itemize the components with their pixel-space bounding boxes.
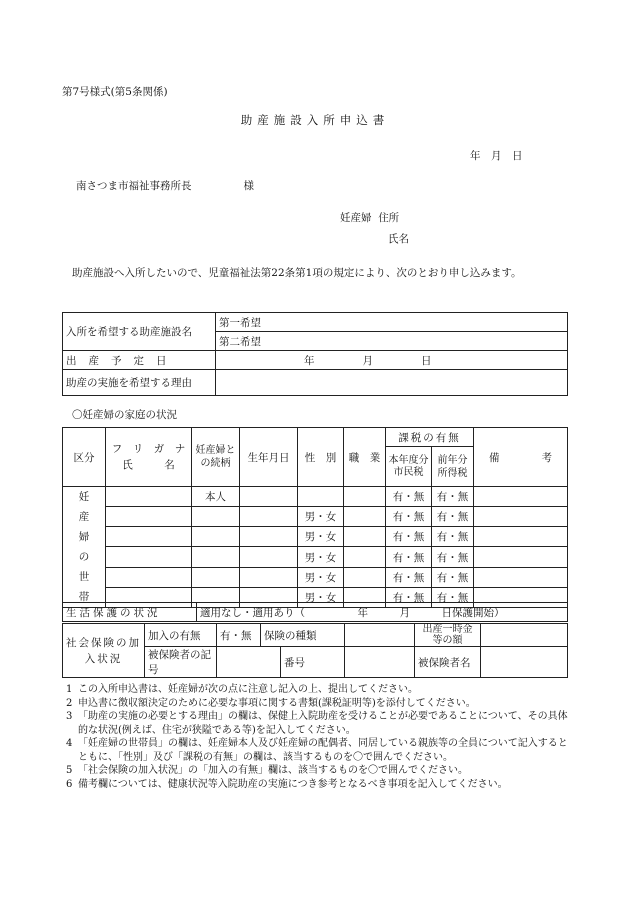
member-birth-field[interactable]	[240, 487, 298, 507]
member-tax-prev[interactable]: 有・無	[432, 567, 474, 587]
note-number: 4	[66, 738, 73, 749]
member-remarks-field[interactable]	[474, 507, 568, 527]
addressee	[76, 178, 254, 193]
facility-table	[62, 312, 568, 396]
col-birth: 生年月日	[240, 428, 298, 487]
note-text: 申込書に徴収額決定のために必要な事項に関する書類(課税証明等)を添付してください。	[78, 697, 476, 709]
member-sex[interactable]	[298, 487, 344, 507]
member-remarks-field[interactable]	[474, 567, 568, 587]
due-date-label: 出産予定日	[63, 351, 216, 370]
member-tax-current[interactable]: 有・無	[386, 567, 432, 587]
addressee-suffix: 様	[243, 180, 254, 192]
applicant-name[interactable]: 氏名	[388, 233, 409, 245]
member-sex[interactable]: 男・女	[298, 547, 344, 567]
member-tax-current[interactable]: 有・無	[386, 547, 432, 567]
note-text: 「助産の実施の必要とする理由」の欄は、保健上入院助産を受けることが必要であることについて、その具体的な状況(例えば、住宅が狭隘である等)を記入してください。	[78, 711, 568, 736]
member-remarks-field[interactable]	[474, 527, 568, 547]
member-tax-prev[interactable]: 有・無	[432, 527, 474, 547]
member-name-field[interactable]	[106, 527, 192, 547]
member-job-field[interactable]	[344, 567, 386, 587]
applicant-address[interactable]	[340, 210, 399, 225]
note-item	[62, 697, 572, 711]
notes	[62, 683, 572, 791]
insured-symbol-label: 被保険者の記号	[145, 647, 217, 678]
member-birth-field[interactable]	[240, 507, 298, 527]
lump-sum-field[interactable]	[481, 624, 568, 647]
insured-symbol-field[interactable]	[217, 647, 281, 678]
second-choice-field[interactable]: 第二希望	[216, 332, 568, 351]
insurance-type-field[interactable]	[345, 624, 415, 647]
first-choice-field[interactable]: 第一希望	[216, 313, 568, 332]
form-number: 第7号様式(第5条関係)	[62, 86, 168, 98]
family-section-title: 〇妊産婦の家庭の状況	[72, 409, 177, 421]
enrolled-label: 加入の有無	[145, 624, 217, 647]
due-day: 日	[421, 354, 432, 367]
member-sex[interactable]: 男・女	[298, 527, 344, 547]
member-tax-current[interactable]: 有・無	[386, 507, 432, 527]
due-month: 月	[362, 354, 373, 367]
member-tax-current[interactable]: 有・無	[386, 527, 432, 547]
due-year: 年	[304, 354, 315, 367]
member-name-field[interactable]	[106, 507, 192, 527]
note-number: 5	[66, 765, 73, 776]
page-title: 助産施設入所申込書	[240, 113, 390, 127]
member-sex[interactable]: 男・女	[298, 587, 344, 607]
member-relation-field[interactable]	[192, 527, 240, 547]
note-item	[62, 683, 572, 697]
member-remarks-field[interactable]	[474, 487, 568, 507]
enrolled-option[interactable]: 有・無	[217, 624, 261, 647]
note-number: 6	[66, 778, 73, 790]
col-remarks: 備 考	[474, 428, 568, 487]
note-item	[62, 764, 572, 778]
applicant-label: 妊産婦	[340, 212, 372, 224]
reason-field[interactable]	[216, 370, 568, 396]
address-label: 住所	[378, 212, 400, 224]
insurance-label: 社会保険の加入状況	[63, 624, 145, 678]
intro-text: 助産施設へ入所したいので、児童福祉法第22条第1項の規定により、次のとおり申し込みます。	[72, 267, 522, 279]
insurance-type-label: 保険の種類	[261, 624, 345, 647]
member-tax-prev[interactable]: 有・無	[432, 487, 474, 507]
col-relation: 妊産婦との続柄	[192, 428, 240, 487]
note-item	[62, 778, 572, 792]
member-job-field[interactable]	[344, 507, 386, 527]
insured-name-label: 被保険者名	[415, 647, 481, 678]
member-relation-field[interactable]	[192, 567, 240, 587]
member-relation-field[interactable]	[192, 507, 240, 527]
col-name: 氏 名	[122, 459, 175, 471]
welfare-table	[62, 602, 568, 622]
member-relation[interactable]: 本人	[192, 487, 240, 507]
member-birth-field[interactable]	[240, 547, 298, 567]
note-text: 備考欄については、健康状況等入院助産の実施につき参考となるべき事項を記入してください。	[78, 778, 508, 790]
member-remarks-field[interactable]	[474, 547, 568, 567]
col-name-header	[106, 428, 192, 487]
insured-name-field[interactable]	[481, 647, 568, 678]
col-tax-current: 本年度分市民税	[386, 447, 432, 487]
note-text: 「社会保険の加入状況」の「加入の有無」欄は、該当するものを〇で囲んでください。	[78, 765, 468, 776]
col-job: 職 業	[344, 428, 386, 487]
lump-sum-label: 出産一時金等の額	[415, 624, 481, 647]
note-text: この入所申込書は、妊産婦が次の点に注意し記入の上、提出してください。	[78, 684, 418, 695]
note-number: 2	[66, 697, 73, 709]
member-name-field[interactable]	[106, 547, 192, 567]
note-text: 「妊産婦の世帯員」の欄は、妊産婦本人及び妊産婦の配偶者、同居している親族等の全員について記入するとともに、「性別」及び「課税の有無」の欄は、該当するものを〇で囲んでください。	[78, 738, 568, 763]
member-job-field[interactable]	[344, 487, 386, 507]
note-item	[62, 710, 572, 737]
insurance-table	[62, 623, 568, 678]
member-tax-prev[interactable]: 有・無	[432, 587, 474, 607]
member-relation-field[interactable]	[192, 547, 240, 567]
note-number: 3	[66, 711, 73, 722]
col-tax: 課税の有無	[386, 428, 474, 447]
note-item	[62, 737, 572, 764]
member-sex[interactable]: 男・女	[298, 567, 344, 587]
member-sex[interactable]: 男・女	[298, 507, 344, 527]
member-tax-prev[interactable]: 有・無	[432, 507, 474, 527]
addressee-name: 南さつま市福祉事務所長	[76, 180, 192, 192]
member-birth-field[interactable]	[240, 567, 298, 587]
family-table	[62, 427, 568, 608]
member-tax-current[interactable]: 有・無	[386, 487, 432, 507]
household-label: 妊産婦の世帯	[63, 487, 106, 608]
col-tax-prev: 前年分所得税	[432, 447, 474, 487]
member-name-field[interactable]	[106, 487, 192, 507]
col-sex: 性 別	[298, 428, 344, 487]
reason-label: 助産の実施を希望する理由	[63, 370, 216, 396]
member-tax-prev[interactable]: 有・無	[432, 547, 474, 567]
member-job-field[interactable]	[344, 527, 386, 547]
number-field[interactable]	[345, 647, 415, 678]
application-date[interactable]: 年 月 日	[470, 150, 523, 162]
due-date-field[interactable]	[216, 351, 568, 370]
welfare-label: 生活保護の状況	[63, 603, 197, 622]
number-label: 番号	[281, 647, 345, 678]
member-birth-field[interactable]	[240, 527, 298, 547]
facility-label: 入所を希望する助産施設名	[63, 313, 216, 351]
member-job-field[interactable]	[344, 547, 386, 567]
note-number: 1	[66, 684, 73, 695]
member-tax-current[interactable]: 有・無	[386, 587, 432, 607]
welfare-status-field[interactable]: 適用なし・適用あり（ 年 月 日保護開始）	[197, 603, 568, 622]
col-furigana: フ リ ガ ナ	[111, 443, 186, 455]
member-name-field[interactable]	[106, 567, 192, 587]
col-kubun: 区分	[63, 428, 106, 487]
